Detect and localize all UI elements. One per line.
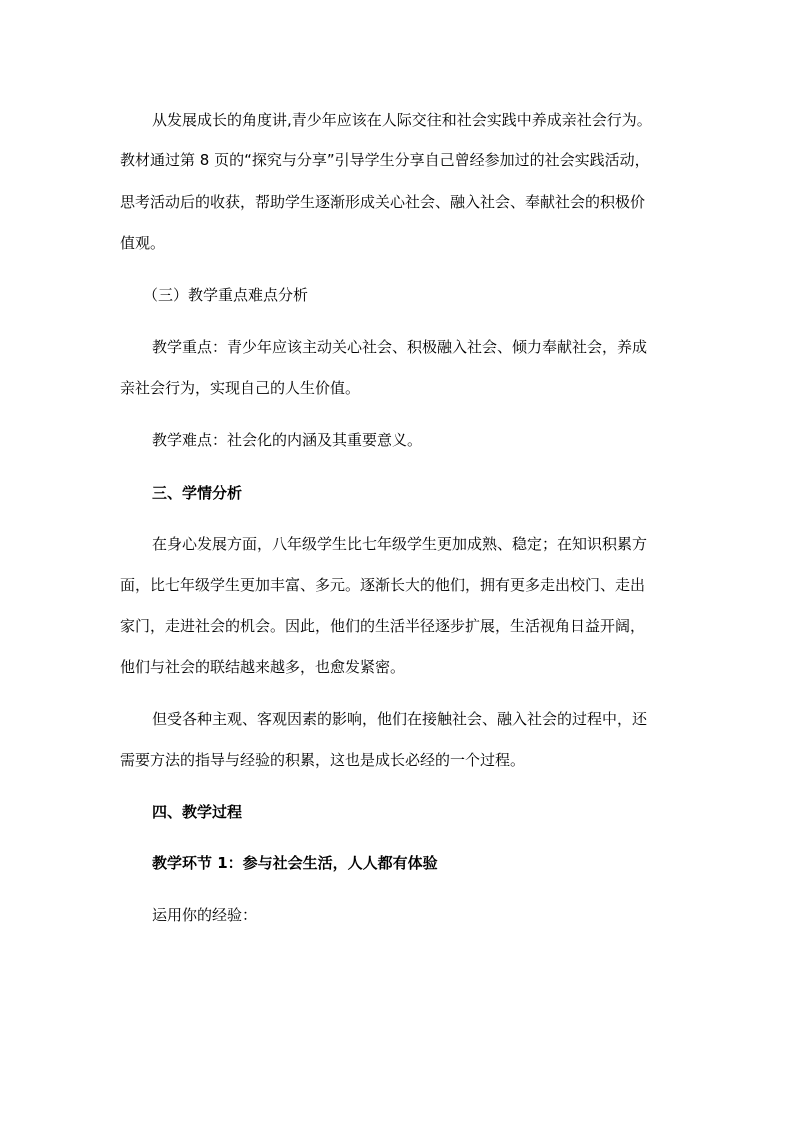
paragraph-line: 教材通过第 8 页的“探究与分享”引导学生分享自己曾经参加过的社会实践活动， <box>120 151 650 169</box>
paragraph-line: 值观。 <box>120 234 166 252</box>
section-heading: 三、学情分析 <box>152 484 243 502</box>
paragraph-line: 他们与社会的联结越来越多，也愈发紧密。 <box>120 658 406 676</box>
section-heading: 四、教学过程 <box>152 803 243 821</box>
paragraph-line: 面，比七年级学生更加丰富、多元。逐渐长大的他们，拥有更多走出校门、走出 <box>120 576 646 594</box>
paragraph-line: 需要方法的指导与经验的积累，这也是成长必经的一个过程。 <box>120 751 526 769</box>
paragraph-line: 思考活动后的收获，帮助学生逐渐形成关心社会、融入社会、奉献社会的积极价 <box>120 193 646 211</box>
paragraph-line: 运用你的经验： <box>152 906 258 924</box>
paragraph-line: 教学难点：社会化的内涵及其重要意义。 <box>152 431 423 449</box>
paragraph-line: 但受各种主观、客观因素的影响，他们在接触社会、融入社会的过程中，还 <box>152 710 648 728</box>
paragraph-line: 从发展成长的角度讲,青少年应该在人际交往和社会实践中养成亲社会行为。 <box>152 111 652 129</box>
paragraph-line: 教学重点：青少年应该主动关心社会、积极融入社会、倾力奉献社会，养成 <box>152 338 648 356</box>
paragraph-line: 亲社会行为，实现自己的人生价值。 <box>120 379 361 397</box>
section-subheading: （三）教学重点难点分析 <box>143 286 309 304</box>
paragraph-line: 家门，走进社会的机会。因此，他们的生活半径逐步扩展，生活视角日益开阔， <box>120 617 646 635</box>
paragraph-line: 在身心发展方面，八年级学生比七年级学生更加成熟、稳定；在知识积累方 <box>152 535 648 553</box>
step-heading: 教学环节 1：参与社会生活，人人都有体验 <box>152 854 438 872</box>
